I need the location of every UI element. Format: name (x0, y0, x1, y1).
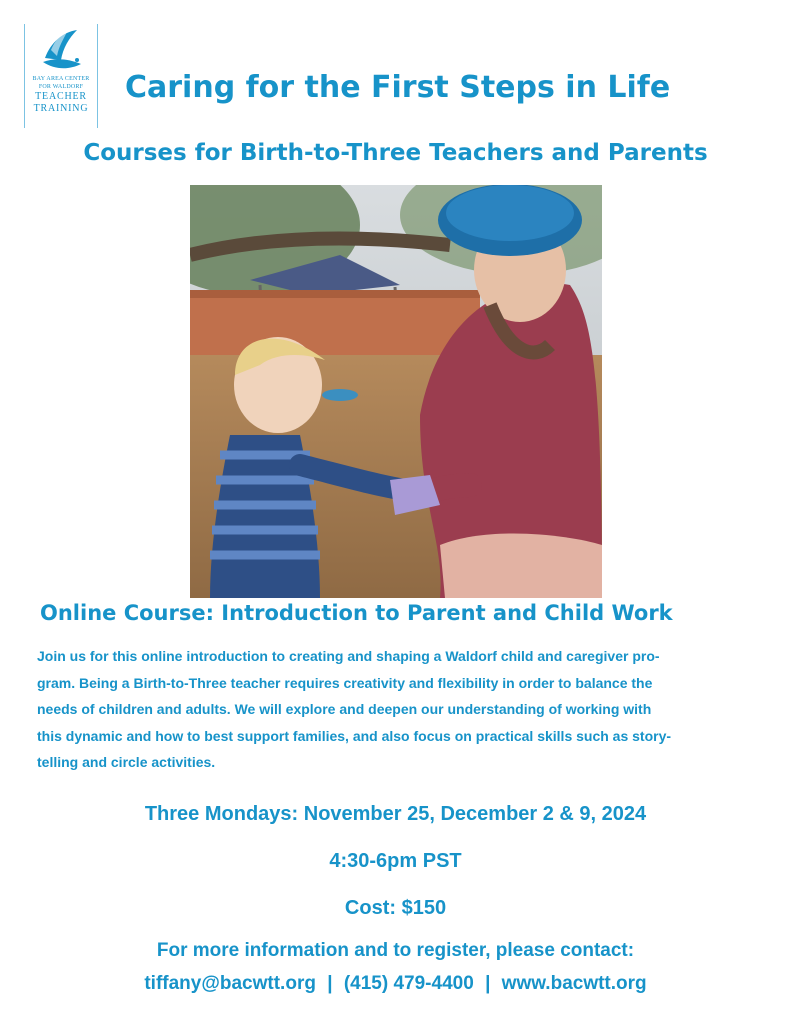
course-cost: Cost: $150 (344, 897, 447, 919)
description-line: gram. Being a Birth-to-Three teacher requires creativity and flexibility in order to balance the (37, 674, 653, 691)
logo-line-4: TRAINING (33, 103, 89, 114)
logo-line-3: TEACHER (35, 91, 87, 102)
logo-line-1: BAY AREA CENTER (32, 76, 90, 82)
separator: | (327, 973, 333, 994)
description-line: telling and circle activities. (37, 754, 216, 770)
separator: | (485, 973, 491, 994)
page-subtitle: Courses for Birth-to-Three Teachers and Parents (83, 140, 708, 166)
phone-number[interactable]: (415) 479-4400 (343, 973, 474, 994)
course-time: 4:30-6pm PST (329, 850, 462, 872)
description-line: this dynamic and how to best support families, and also focus on practical skills such as story- (37, 727, 672, 744)
logo-line-2: FOR WALDORF (38, 84, 84, 90)
contact-line (0, 973, 791, 995)
contact-label: For more information and to register, please contact: (156, 940, 635, 961)
website-link[interactable]: www.bacwtt.org (501, 973, 647, 994)
organization-logo (24, 24, 98, 128)
course-title: Online Course: Introduction to Parent and Child Work (40, 601, 673, 625)
email-link[interactable]: tiffany@bacwtt.org (144, 973, 316, 994)
bird-icon (37, 28, 87, 74)
course-description (37, 643, 757, 776)
page-title: Caring for the First Steps in Life (125, 70, 671, 105)
course-dates: Three Mondays: November 25, December 2 & 9, 2024 (144, 803, 647, 825)
teacher-child-photo (190, 185, 602, 598)
description-line: needs of children and adults. We will explore and deepen our understanding of working with (37, 701, 652, 717)
description-line: Join us for this online introduction to creating and shaping a Waldorf child and caregiver pro- (37, 648, 660, 664)
